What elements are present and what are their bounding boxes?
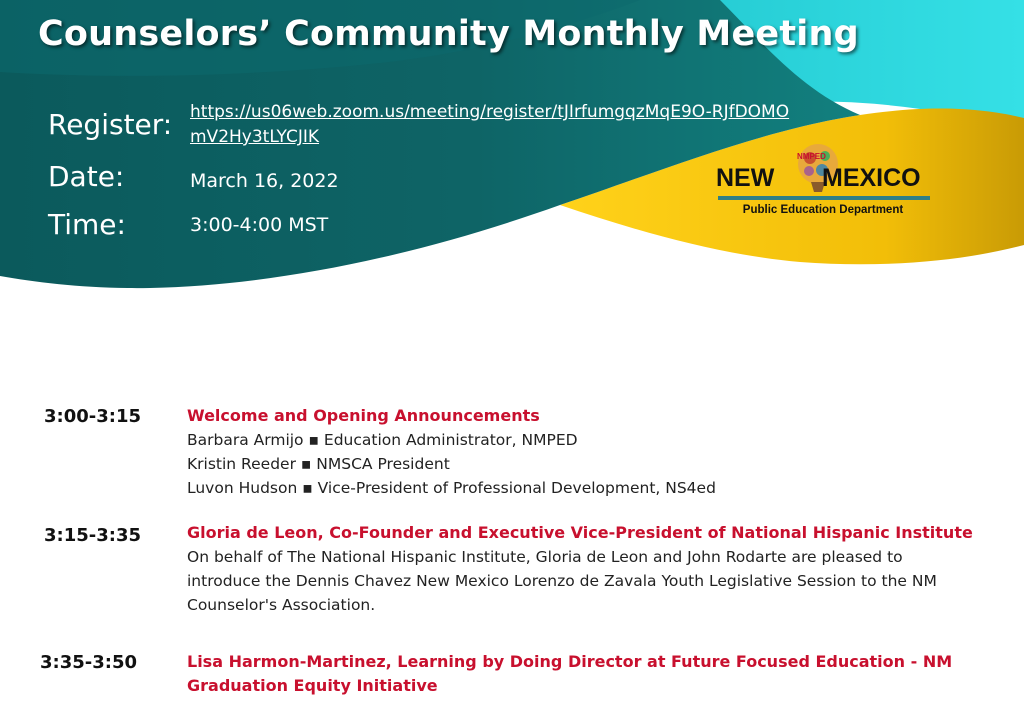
agenda-heading: Gloria de Leon, Co-Founder and Executive Vice-President of National Hispanic Institute xyxy=(187,523,973,542)
page-title: Counselors’ Community Monthly Meeting xyxy=(38,14,859,54)
agenda-time: 3:35-3:50 xyxy=(40,652,138,673)
agenda-speaker: Kristin Reeder ▪ NMSCA President xyxy=(187,455,450,473)
agenda-time: 3:15-3:35 xyxy=(44,525,142,546)
agenda-heading: Welcome and Opening Announcements xyxy=(187,406,540,425)
agenda-speaker: Luvon Hudson ▪ Vice-President of Professional Development, NS4ed xyxy=(187,479,716,497)
time-value: 3:00-4:00 MST xyxy=(190,214,329,236)
time-label: Time: xyxy=(48,208,126,241)
logo-word-new: NEW xyxy=(716,164,775,192)
logo-subtitle: Public Education Department xyxy=(742,204,904,216)
register-label: Register: xyxy=(48,108,173,141)
logo-word-mexico: MEXICO xyxy=(822,164,921,192)
agenda-heading: Lisa Harmon-Martinez, Learning by Doing Director at Future Focused Education - NM Graduation Equity Initiative xyxy=(187,652,953,695)
register-link[interactable]: https://us06web.zoom.us/meeting/register/tJIrfumgqzMqE9O-RJfDOMOmV2Hy3tLYCJIK xyxy=(190,102,790,147)
agenda-description: On behalf of The National Hispanic Institute, Gloria de Leon and John Rodarte are pleased to introduce the Dennis Chavez New Mexico Lorenzo de Zavala Youth Legislative Session to the NM Counselor's Association. xyxy=(187,548,937,614)
logo-divider xyxy=(718,196,930,200)
agenda-speaker: Barbara Armijo ▪ Education Administrator, NMPED xyxy=(187,431,578,449)
date-value: March 16, 2022 xyxy=(190,170,339,192)
nmped-logo xyxy=(714,140,932,230)
agenda-time: 3:00-3:15 xyxy=(44,406,142,427)
date-label: Date: xyxy=(48,160,125,193)
logo-badge-text: NMPED xyxy=(797,152,826,161)
